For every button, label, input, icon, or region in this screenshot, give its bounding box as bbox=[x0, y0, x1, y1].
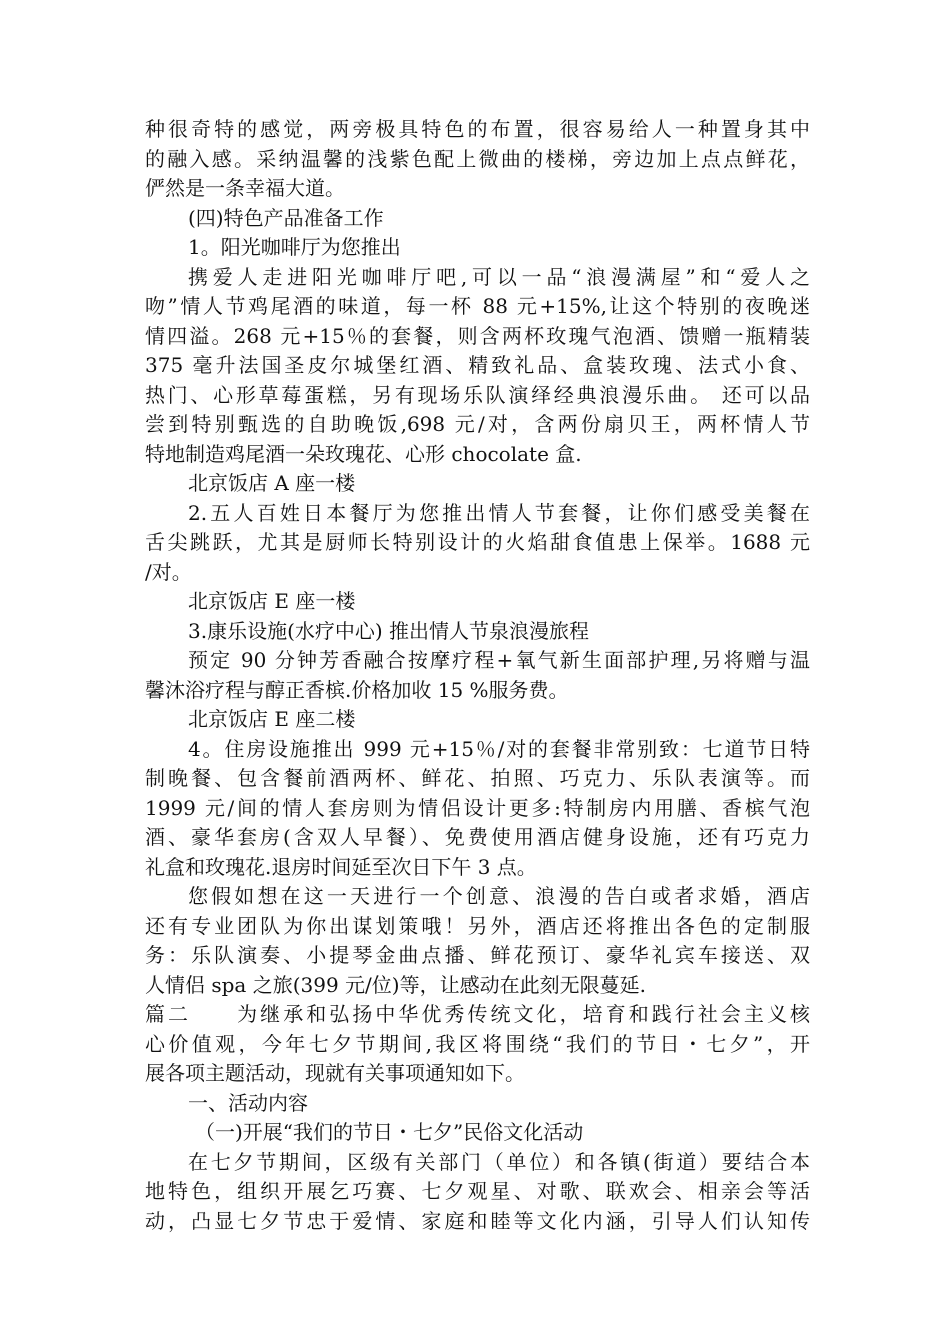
text-line: 酒、豪华套房(含双人早餐）、免费使用酒店健身设施，还有巧克力 bbox=[145, 825, 810, 849]
text-line: 4。住房设施推出 999 元+15％/对的套餐非常别致：七道节日特 bbox=[188, 736, 810, 761]
text-line: 的融入感。采纳温馨的浅紫色配上微曲的楼梯，旁边加上点点鲜花， bbox=[145, 146, 810, 171]
text-line: 俨然是一条幸福大道。 bbox=[145, 176, 345, 200]
text-line: 制晚餐、包含餐前酒两杯、鲜花、拍照、巧克力、乐队表演等。而 bbox=[145, 766, 810, 790]
text-line: 您假如想在这一天进行一个创意、浪漫的告白或者求婚，酒店 bbox=[188, 884, 810, 908]
text-line: 动，凸显七夕节忠于爱情、家庭和睦等文化内涵，引导人们认知传 bbox=[145, 1208, 810, 1233]
text-line: 北京饭店 A 座一楼 bbox=[188, 471, 356, 495]
text-line: 人情侣 spa 之旅(399 元/位)等，让感动在此刻无限蔓延. bbox=[145, 972, 646, 997]
text-line: 特地制造鸡尾酒一朵玫瑰花、心形 chocolate 盒. bbox=[145, 441, 582, 466]
text-line: 舌尖跳跃，尤其是厨师长特别设计的火焰甜食值患上保举。1688 元 bbox=[145, 530, 810, 554]
text-line: 北京饭店 E 座一楼 bbox=[188, 589, 356, 613]
text-line: 种很奇特的感觉，两旁极具特色的布置，很容易给人一种置身其中 bbox=[145, 117, 810, 141]
text-line: 375 毫升法国圣皮尔城堡红酒、精致礼品、盒装玫瑰、法式小食、 bbox=[145, 353, 810, 377]
text-line: 3.康乐设施(水疗中心) 推出情人节泉浪漫旅程 bbox=[188, 618, 590, 643]
text-line: 礼盒和玫瑰花.退房时间延至次日下午 3 点。 bbox=[145, 854, 537, 879]
text-line: 热门、心形草莓蛋糕，另有现场乐队演绎经典浪漫乐曲。 还可以品 bbox=[145, 382, 810, 407]
text-line: 馨沐浴疗程与醇正香槟.价格加收 15 %服务费。 bbox=[145, 677, 569, 702]
text-line: 地特色，组织开展乞巧赛、七夕观星、对歌、联欢会、相亲会等活 bbox=[145, 1179, 810, 1203]
text-line: 展各项主题活动，现就有关事项通知如下。 bbox=[145, 1061, 525, 1085]
text-line: （一)开展“我们的节日・七夕”民俗文化活动 bbox=[195, 1120, 584, 1144]
text-line: 在七夕节期间，区级有关部门（单位）和各镇(街道）要结合本 bbox=[188, 1149, 810, 1174]
text-line: 篇二 为继承和弘扬中华优秀传统文化，培育和践行社会主义核 bbox=[145, 1002, 810, 1026]
text-line: 北京饭店 E 座二楼 bbox=[188, 707, 356, 731]
text-line: 1。阳光咖啡厅为您推出 bbox=[188, 235, 401, 259]
text-line: 吻”情人节鸡尾酒的味道，每一杯 88 元+15%,让这个特别的夜晚迷 bbox=[145, 294, 810, 318]
text-line: 还有专业团队为你出谋划策哦！另外，酒店还将推出各色的定制服 bbox=[145, 913, 810, 938]
text-line: 一、活动内容 bbox=[188, 1090, 308, 1115]
text-line: /对。 bbox=[145, 559, 192, 584]
text-line: 情四溢。268 元+15％的套餐，则含两杯玫瑰气泡酒、馈赠一瓶精装 bbox=[145, 323, 810, 348]
text-line: (四)特色产品准备工作 bbox=[188, 205, 384, 230]
text-line: 尝到特别甄选的自助晚饭,698 元/对，含两份扇贝王，两杯情人节 bbox=[145, 412, 810, 436]
text-line: 1999 元/间的情人套房则为情侣设计更多:特制房内用膳、香槟气泡 bbox=[145, 795, 810, 820]
text-line: 2.五人百姓日本餐厅为您推出情人节套餐，让你们感受美餐在 bbox=[188, 500, 810, 525]
document-body bbox=[145, 115, 810, 1236]
text-line: 务：乐队演奏、小提琴金曲点播、鲜花预订、豪华礼宾车接送、双 bbox=[145, 943, 810, 967]
text-line: 携爱人走进阳光咖啡厅吧,可以一品“浪漫满屋”和“爱人之 bbox=[188, 264, 810, 289]
text-line: 心价值观，今年七夕节期间,我区将围绕“我们的节日・七夕”，开 bbox=[145, 1031, 810, 1056]
text-line: 预定 90 分钟芳香融合按摩疗程+氧气新生面部护理,另将赠与温 bbox=[188, 648, 810, 672]
